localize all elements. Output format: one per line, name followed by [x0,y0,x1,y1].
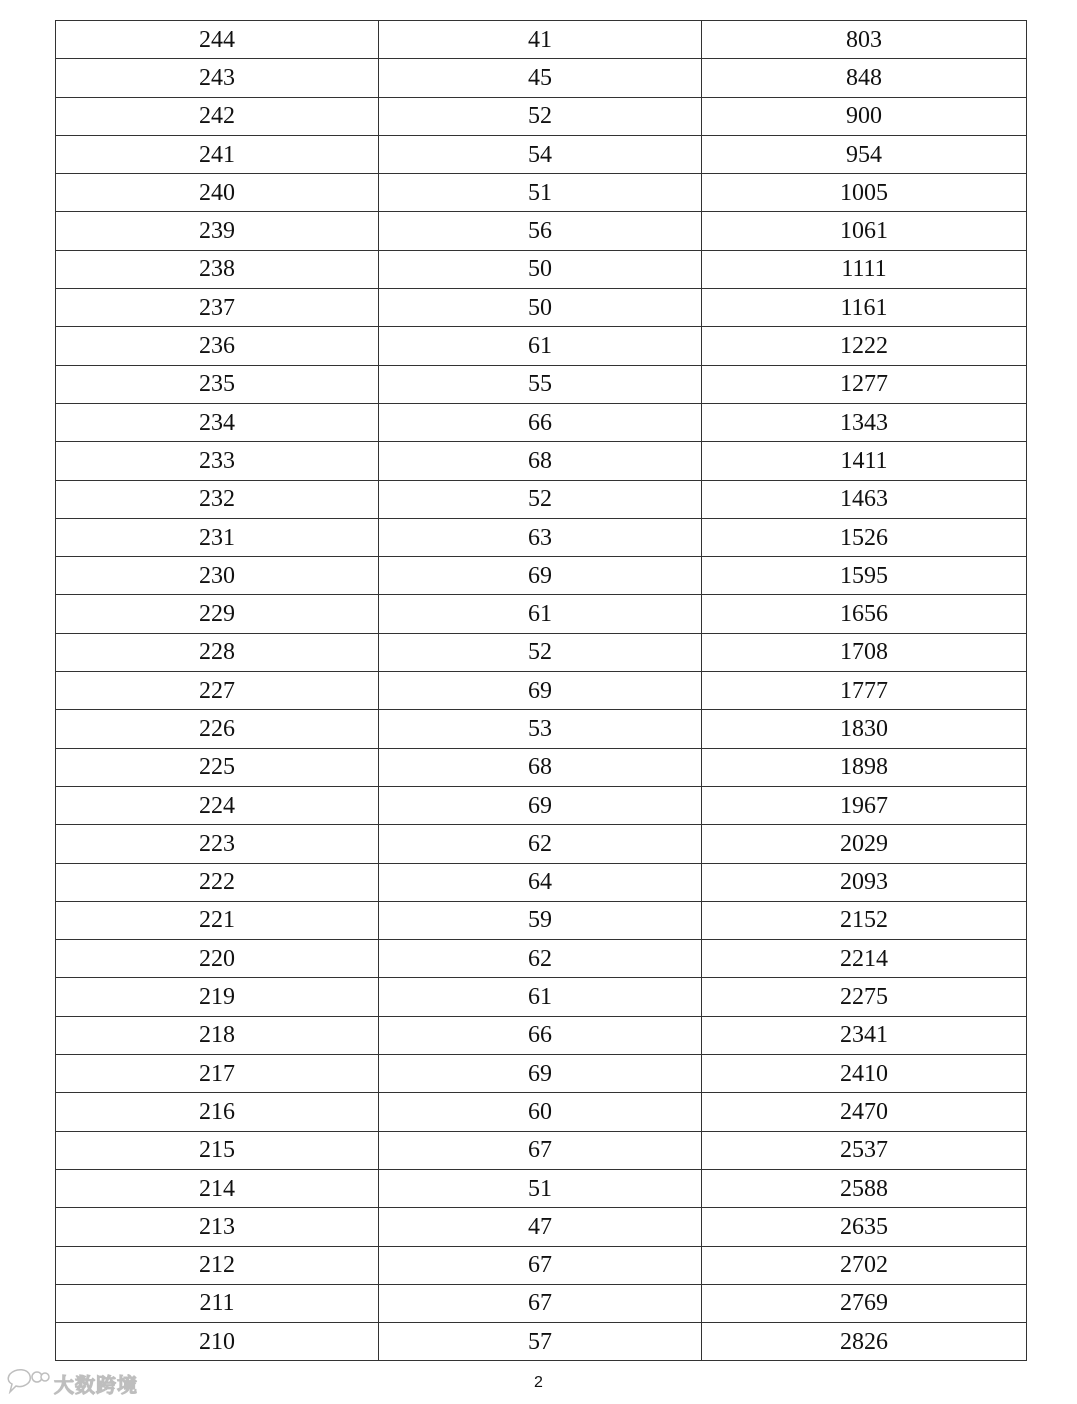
score-cell: 219 [56,978,379,1016]
cumulative-cell: 2588 [702,1169,1027,1207]
cumulative-cell: 2214 [702,940,1027,978]
table-row [56,1016,1027,1054]
cumulative-cell: 1708 [702,633,1027,671]
table-row [56,1284,1027,1322]
score-cell: 229 [56,595,379,633]
count-cell: 55 [379,365,702,403]
count-cell: 67 [379,1284,702,1322]
cumulative-cell: 2410 [702,1055,1027,1093]
cumulative-cell: 803 [702,21,1027,59]
cumulative-cell: 2769 [702,1284,1027,1322]
cumulative-cell: 2152 [702,901,1027,939]
count-cell: 61 [379,327,702,365]
count-cell: 41 [379,21,702,59]
count-cell: 62 [379,940,702,978]
table-row [56,365,1027,403]
table-row [56,289,1027,327]
score-cell: 237 [56,289,379,327]
cumulative-cell: 900 [702,97,1027,135]
count-cell: 51 [379,1169,702,1207]
score-cell: 225 [56,748,379,786]
score-cell: 231 [56,518,379,556]
score-cell: 244 [56,21,379,59]
table-row [56,518,1027,556]
table-row [56,1131,1027,1169]
score-cell: 216 [56,1093,379,1131]
score-cell: 217 [56,1055,379,1093]
score-cell: 230 [56,557,379,595]
table-row [56,250,1027,288]
table-row [56,595,1027,633]
count-cell: 50 [379,250,702,288]
cumulative-cell: 2275 [702,978,1027,1016]
cumulative-cell: 2470 [702,1093,1027,1131]
count-cell: 61 [379,978,702,1016]
count-cell: 69 [379,557,702,595]
cumulative-cell: 1277 [702,365,1027,403]
score-cell: 210 [56,1323,379,1361]
table-row [56,1246,1027,1284]
score-cell: 227 [56,672,379,710]
score-cell: 235 [56,365,379,403]
score-cell: 224 [56,786,379,824]
table-row [56,672,1027,710]
count-cell: 67 [379,1131,702,1169]
score-cell: 226 [56,710,379,748]
table-row [56,978,1027,1016]
count-cell: 59 [379,901,702,939]
score-cell: 220 [56,940,379,978]
score-cell: 243 [56,59,379,97]
table-row [56,940,1027,978]
count-cell: 64 [379,863,702,901]
count-cell: 50 [379,289,702,327]
table-row [56,403,1027,441]
cumulative-cell: 2702 [702,1246,1027,1284]
count-cell: 68 [379,442,702,480]
table-row [56,442,1027,480]
score-cell: 241 [56,135,379,173]
table-row [56,748,1027,786]
score-cell: 215 [56,1131,379,1169]
count-cell: 51 [379,174,702,212]
cumulative-cell: 1111 [702,250,1027,288]
cumulative-cell: 1463 [702,480,1027,518]
cumulative-cell: 1830 [702,710,1027,748]
table-row [56,212,1027,250]
chat-bubble-logo-icon [6,1368,50,1399]
cumulative-cell: 2029 [702,825,1027,863]
score-cell: 239 [56,212,379,250]
count-cell: 69 [379,786,702,824]
table-row [56,1169,1027,1207]
score-cell: 228 [56,633,379,671]
count-cell: 69 [379,1055,702,1093]
count-cell: 52 [379,97,702,135]
score-cell: 232 [56,480,379,518]
count-cell: 61 [379,595,702,633]
cumulative-cell: 1061 [702,212,1027,250]
cumulative-cell: 2826 [702,1323,1027,1361]
table-row [56,21,1027,59]
count-cell: 56 [379,212,702,250]
score-cell: 223 [56,825,379,863]
score-table-body [56,21,1027,1361]
score-cell: 240 [56,174,379,212]
cumulative-cell: 2537 [702,1131,1027,1169]
score-cell: 238 [56,250,379,288]
score-cell: 234 [56,403,379,441]
watermark [6,1368,138,1399]
cumulative-cell: 848 [702,59,1027,97]
table-row [56,59,1027,97]
cumulative-cell: 954 [702,135,1027,173]
table-row [56,480,1027,518]
count-cell: 66 [379,1016,702,1054]
score-cell: 211 [56,1284,379,1322]
page-number: 2 [534,1374,543,1391]
cumulative-cell: 1898 [702,748,1027,786]
score-table [55,20,1027,1361]
table-row [56,786,1027,824]
cumulative-cell: 1411 [702,442,1027,480]
table-row [56,557,1027,595]
cumulative-cell: 1777 [702,672,1027,710]
count-cell: 68 [379,748,702,786]
score-cell: 212 [56,1246,379,1284]
table-row [56,901,1027,939]
table-row [56,1208,1027,1246]
table-row [56,1055,1027,1093]
count-cell: 52 [379,480,702,518]
cumulative-cell: 1595 [702,557,1027,595]
count-cell: 52 [379,633,702,671]
table-row [56,135,1027,173]
score-cell: 214 [56,1169,379,1207]
score-cell: 222 [56,863,379,901]
count-cell: 63 [379,518,702,556]
cumulative-cell: 1526 [702,518,1027,556]
table-row [56,97,1027,135]
cumulative-cell: 1005 [702,174,1027,212]
cumulative-cell: 1656 [702,595,1027,633]
count-cell: 62 [379,825,702,863]
cumulative-cell: 1967 [702,786,1027,824]
score-cell: 233 [56,442,379,480]
cumulative-cell: 1161 [702,289,1027,327]
count-cell: 54 [379,135,702,173]
cumulative-cell: 2341 [702,1016,1027,1054]
count-cell: 57 [379,1323,702,1361]
cumulative-cell: 2093 [702,863,1027,901]
watermark-text: 大数跨境 [54,1373,138,1397]
cumulative-cell: 2635 [702,1208,1027,1246]
count-cell: 66 [379,403,702,441]
score-cell: 236 [56,327,379,365]
table-row [56,174,1027,212]
count-cell: 47 [379,1208,702,1246]
count-cell: 60 [379,1093,702,1131]
count-cell: 53 [379,710,702,748]
table-row [56,710,1027,748]
score-cell: 242 [56,97,379,135]
table-row [56,1093,1027,1131]
count-cell: 45 [379,59,702,97]
score-cell: 218 [56,1016,379,1054]
score-cell: 213 [56,1208,379,1246]
score-cell: 221 [56,901,379,939]
cumulative-cell: 1343 [702,403,1027,441]
count-cell: 69 [379,672,702,710]
table-row [56,825,1027,863]
table-row [56,327,1027,365]
table-row [56,863,1027,901]
table-row [56,1323,1027,1361]
table-row [56,633,1027,671]
count-cell: 67 [379,1246,702,1284]
cumulative-cell: 1222 [702,327,1027,365]
